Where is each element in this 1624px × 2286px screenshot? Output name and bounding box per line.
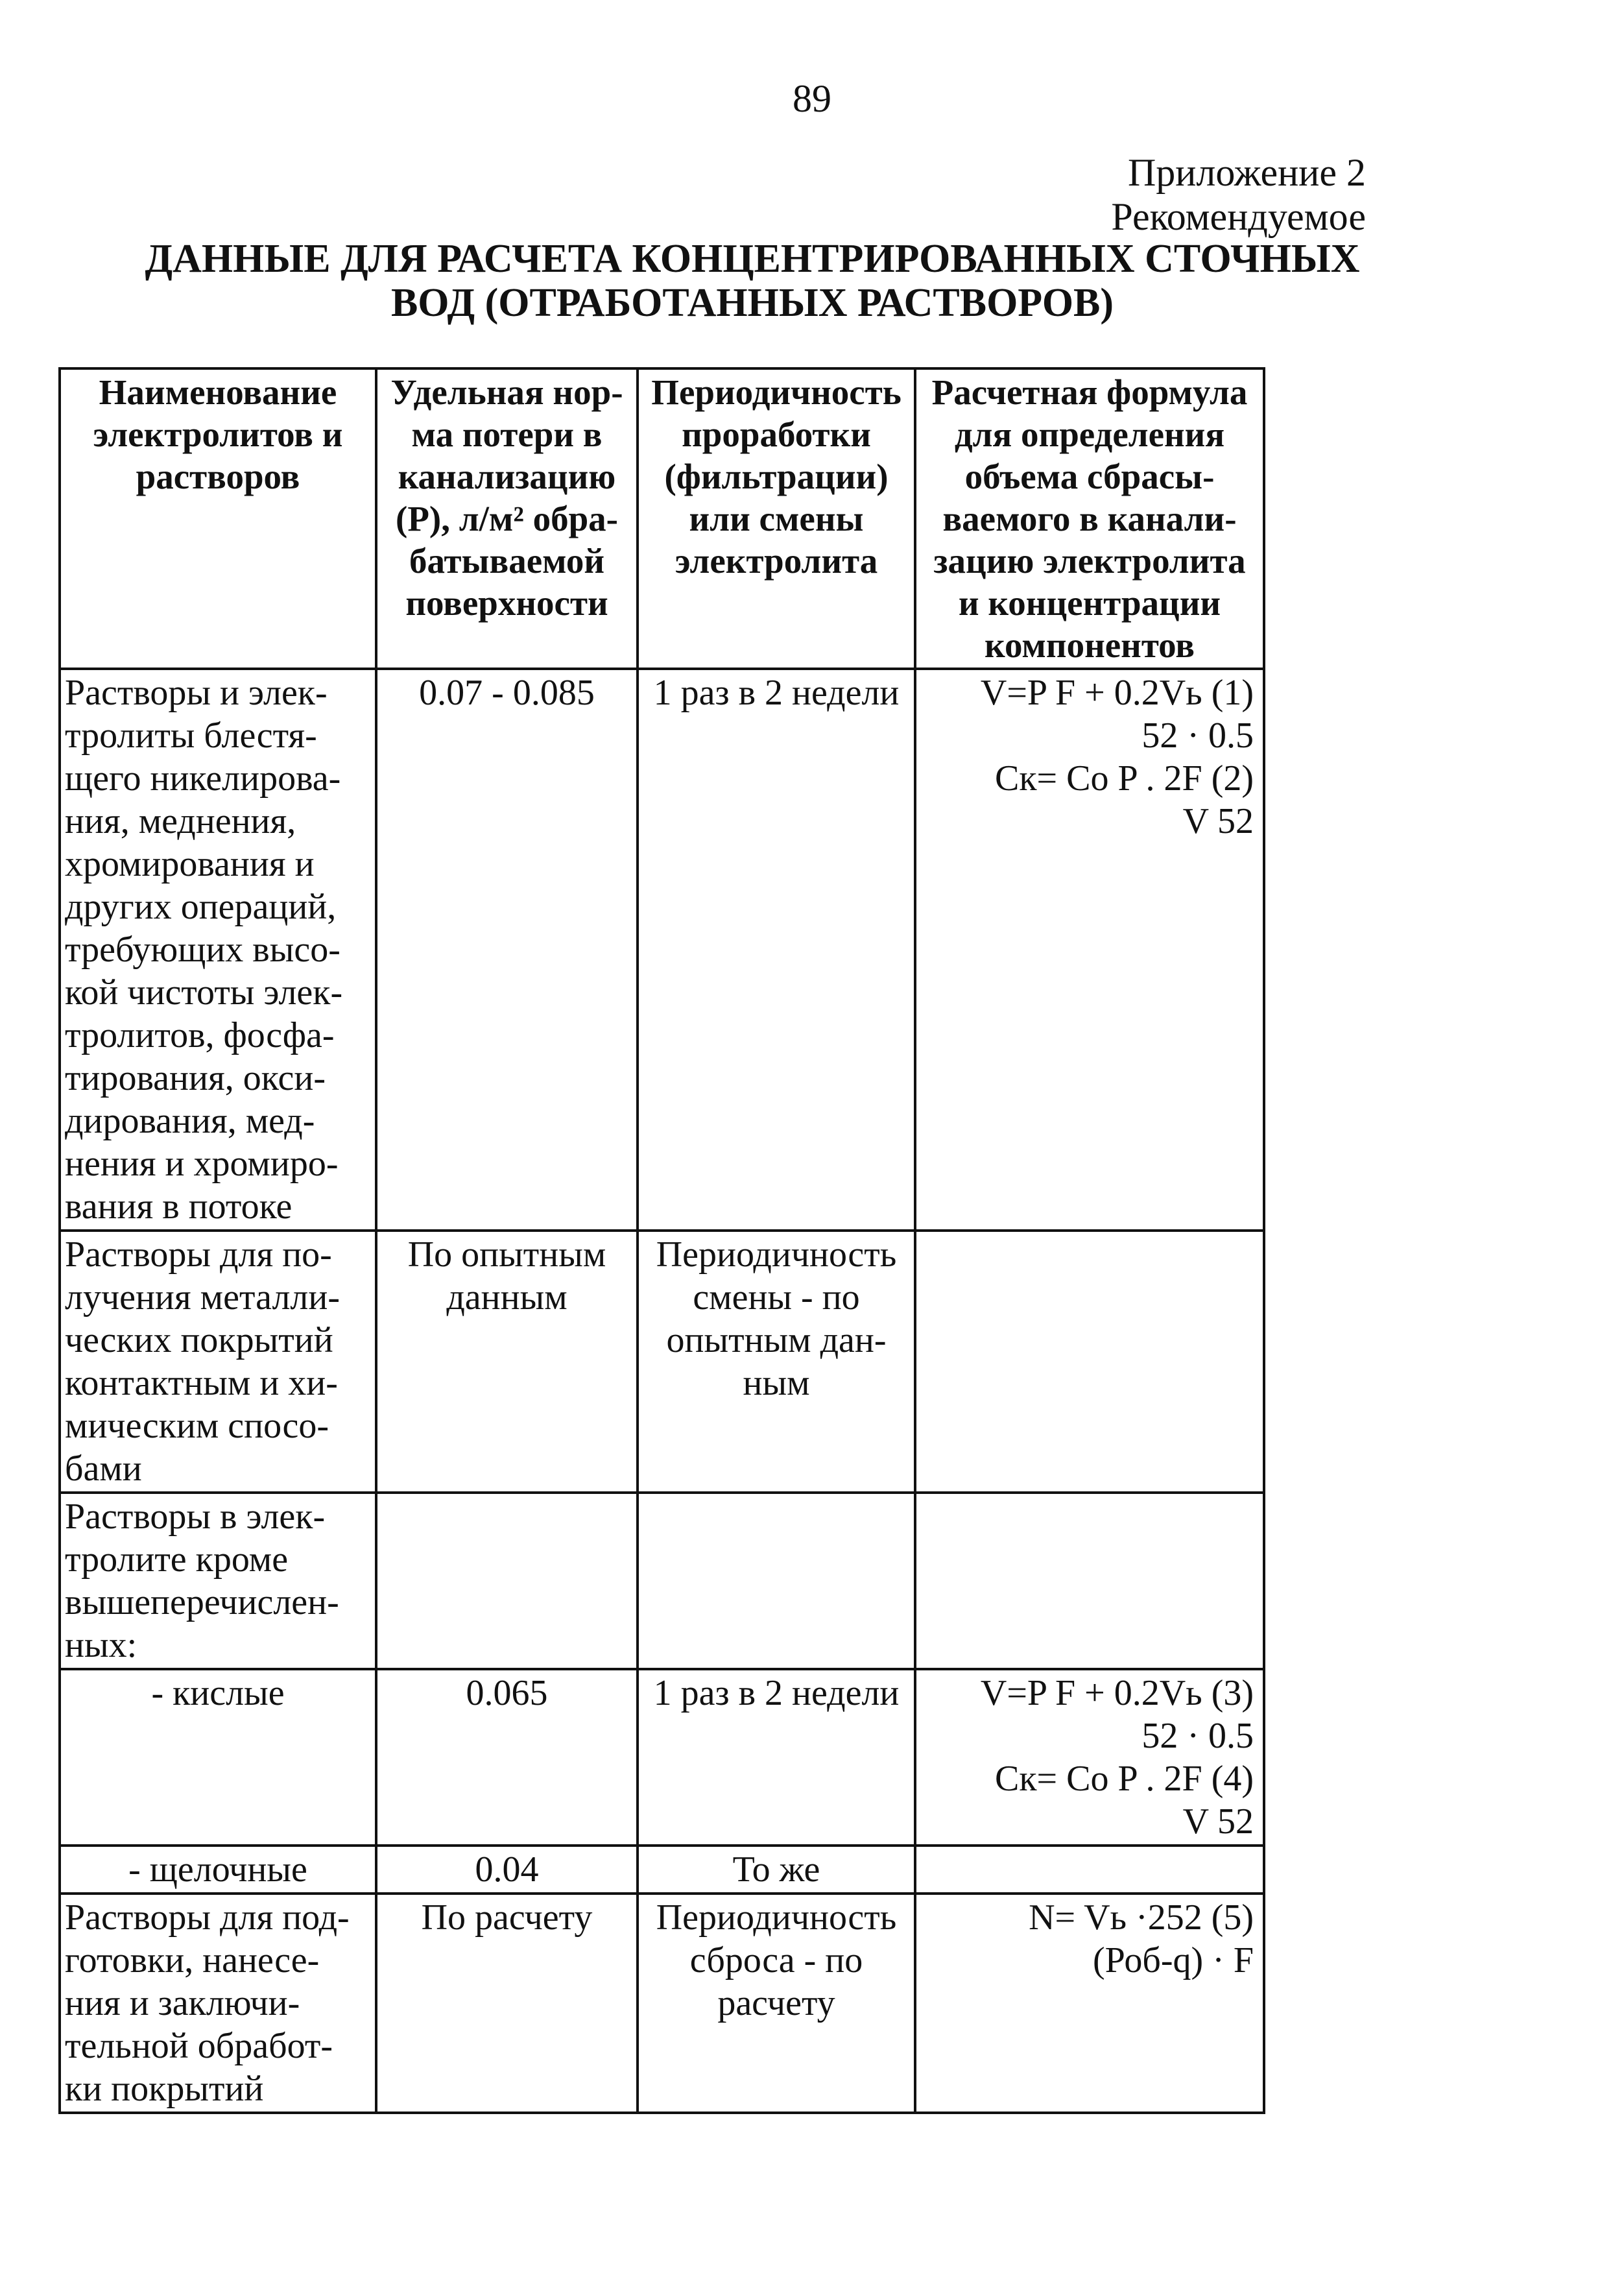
cell-period: Периодичность сброса - по расчету [638,1894,915,2113]
cell-formula: N= Vь ·252 (5) (Роб-q) · F [915,1894,1264,2113]
document-title: ДАННЫЕ ДЛЯ РАСЧЕТА КОНЦЕНТРИРОВАННЫХ СТОЧНЫХ ВОД (ОТРАБОТАННЫХ РАСТВОРОВ) [145,237,1360,325]
cell-name: - щелочные [60,1846,376,1894]
cell-name: Растворы для по- лучения металли- ческих покрытий контактным и хи- мическим спосо- бами [60,1231,376,1493]
cell-period [638,1493,915,1669]
cell-formula: V=P F + 0.2Vь (1) 52 · 0.5 Ск= Со P . 2F (2) V 52 [915,669,1264,1231]
cell-name: - кислые [60,1669,376,1846]
cell-norm: По расчету [376,1894,638,2113]
table-header-row [60,368,1264,669]
appendix-status: Рекомендуемое [1111,195,1366,238]
cell-period: 1 раз в 2 недели [638,669,915,1231]
header-loss-norm: Удельная нор- ма потери в канализацию (Р), л/м² обра- батываемой поверхности [376,368,638,669]
table-row [60,1493,1264,1669]
cell-norm: По опытным данным [376,1231,638,1493]
cell-norm: 0.04 [376,1846,638,1894]
appendix-block [1111,150,1366,239]
header-electrolyte-name: Наименование электролитов и растворов [60,368,376,669]
page-number: 89 [793,77,831,120]
header-formula: Расчетная формула для определения объема сбрасы- ваемого в канали- зацию электролита и концентрации компонентов [915,368,1264,669]
header-periodicity: Периодичность проработки (фильтрации) или смены электролита [638,368,915,669]
cell-norm [376,1493,638,1669]
table-row [60,1846,1264,1894]
cell-formula [915,1493,1264,1669]
cell-period: 1 раз в 2 недели [638,1669,915,1846]
cell-name: Растворы и элек- тролиты блестя- щего никелирова- ния, меднения, хромирования и других операций, требующих высо- кой чистоты элек- тролитов, фосфа- тирования, окси- дирования, мед- нения и хромиро- вания в потоке [60,669,376,1231]
appendix-label: Приложение 2 [1127,151,1366,194]
table-row [60,1669,1264,1846]
table-row [60,1231,1264,1493]
cell-norm: 0.065 [376,1669,638,1846]
cell-formula: V=P F + 0.2Vь (3) 52 · 0.5 Ск= Со P . 2F (4) V 52 [915,1669,1264,1846]
data-table [58,367,1265,2114]
cell-name: Растворы для под- готовки, нанесе- ния и заключи- тельной обработ- ки покрытий [60,1894,376,2113]
cell-period: Периодичность смены - по опытным дан- ным [638,1231,915,1493]
table-row [60,1894,1264,2113]
cell-name: Растворы в элек- тролите кроме вышеперечислен- ных: [60,1493,376,1669]
table-row [60,669,1264,1231]
cell-norm: 0.07 - 0.085 [376,669,638,1231]
cell-formula [915,1846,1264,1894]
cell-formula [915,1231,1264,1493]
cell-period: То же [638,1846,915,1894]
